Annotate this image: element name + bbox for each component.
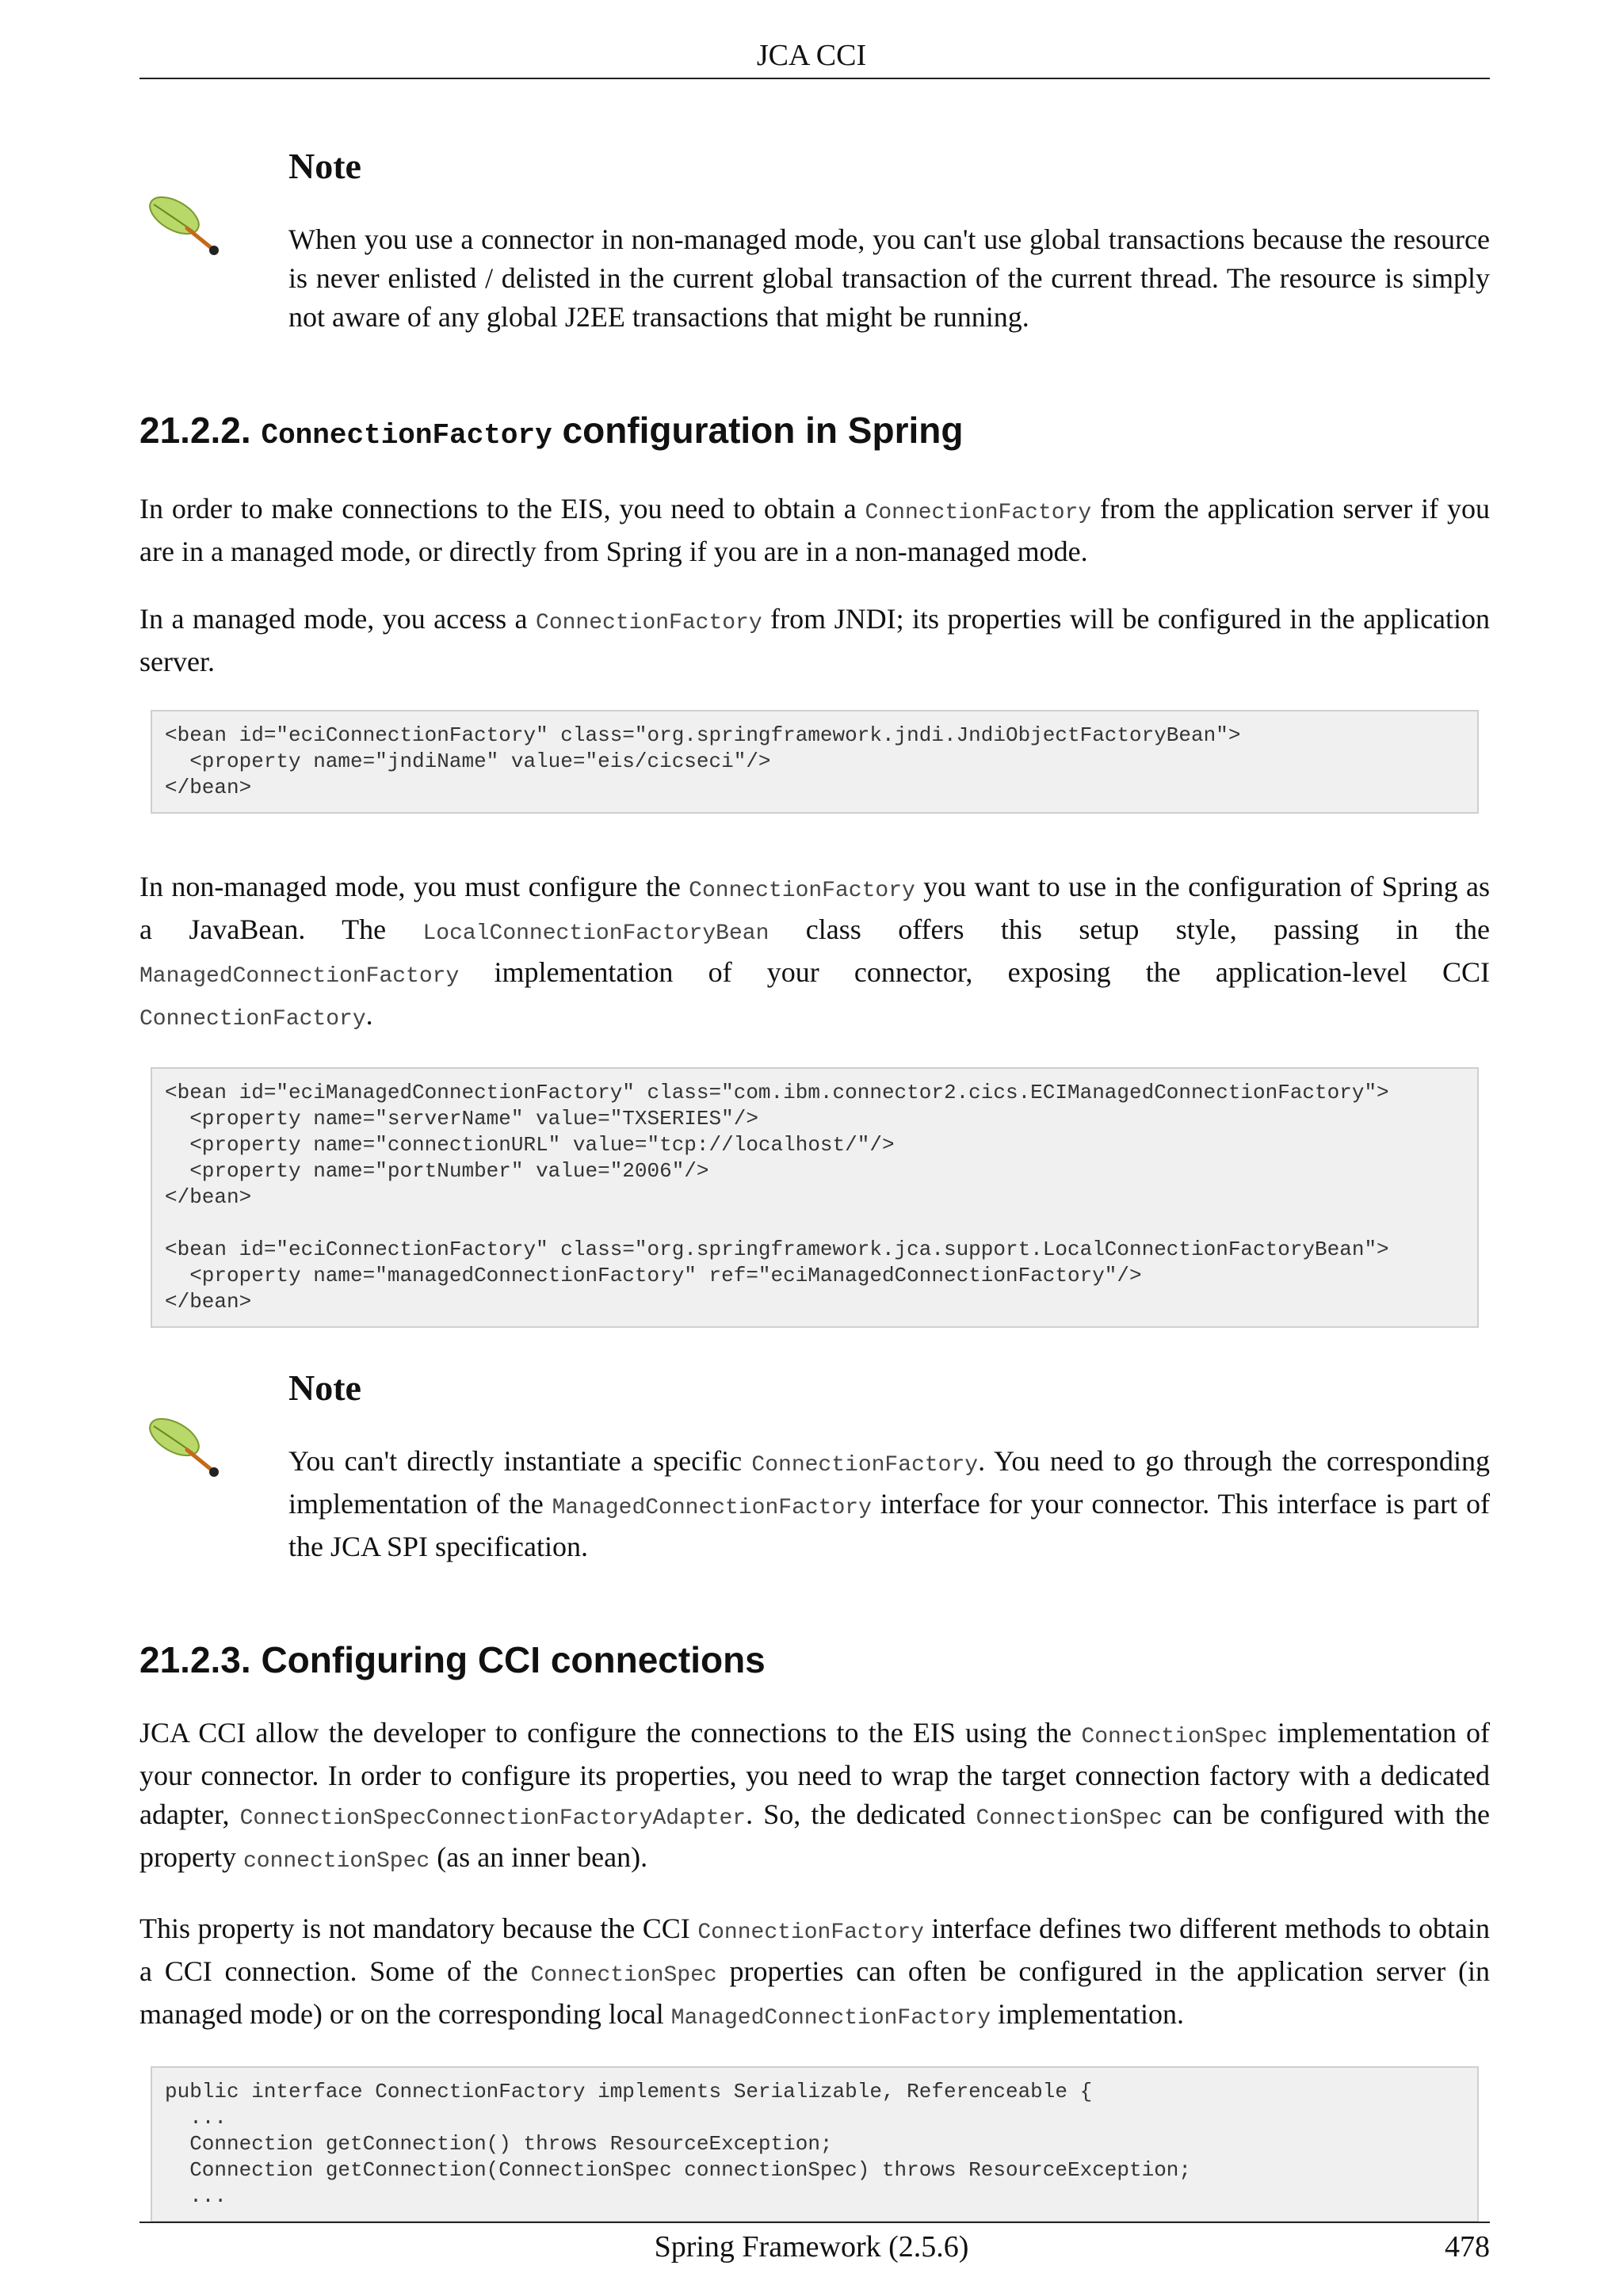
footer-title: Spring Framework (2.5.6) bbox=[654, 2230, 969, 2264]
text-run: . You need to go through the corresponding implementation of the bbox=[288, 1445, 1491, 1520]
leaf-note-icon bbox=[143, 193, 230, 265]
inline-code: ManagedConnectionFactory bbox=[139, 964, 460, 989]
text-run: interface for your connector. This interface is part of the JCA SPI specification. bbox=[288, 1488, 1491, 1562]
note-title: Note bbox=[288, 1367, 361, 1408]
inline-code: ConnectionFactory bbox=[697, 1920, 924, 1945]
code-block-local-factory: <bean id="eciManagedConnectionFactory" class="com.ibm.connector2.cics.ECIManagedConnectionFactory"> <property name="serverName" value="TXSERIES"/> <property name="connectionURL" value="tcp://localhost/"/> <property name="portNumber" value="2006"/> </bean> <bean id="eciConnectionFactory" class="org.springframework.jca.support.LocalConnectionFactoryBean"> <property name="managedConnectionFactory" ref="eciManagedConnectionFactory"/> </bean> bbox=[151, 1067, 1479, 1328]
text-run: properties can often be configured in the application server (in managed mode) or on the corresponding local bbox=[139, 1955, 1491, 2030]
note-admonition bbox=[139, 144, 1490, 337]
inline-code: connectionSpec bbox=[242, 1849, 430, 1874]
text-run: You can't directly instantiate a specific bbox=[288, 1445, 743, 1477]
inline-code: ConnectionFactory bbox=[751, 1453, 979, 1478]
paragraph bbox=[139, 490, 1490, 571]
inline-code: ManagedConnectionFactory bbox=[670, 2006, 991, 2031]
text-run: In order to make connections to the EIS, you need to obtain a bbox=[139, 493, 857, 524]
page-content bbox=[139, 111, 1490, 2276]
text-run: . bbox=[365, 999, 373, 1031]
inline-code: ConnectionSpec bbox=[976, 1806, 1163, 1831]
text-run: This property is not mandatory because the CCI bbox=[139, 1913, 690, 1944]
note-admonition bbox=[139, 1366, 1490, 1566]
text-run: can be configured with the property bbox=[139, 1798, 1491, 1873]
running-header: JCA CCI bbox=[756, 39, 867, 72]
section-heading bbox=[139, 408, 1490, 458]
inline-code: LocalConnectionFactoryBean bbox=[422, 921, 769, 946]
inline-code: ConnectionFactory bbox=[865, 501, 1092, 525]
note-title: Note bbox=[288, 146, 361, 186]
text-run: . So, the dedicated bbox=[746, 1798, 966, 1830]
inline-code: ConnectionFactory bbox=[536, 611, 762, 635]
page-number: 478 bbox=[1445, 2230, 1490, 2264]
text-run: In a managed mode, you access a bbox=[139, 603, 528, 635]
inline-code: ConnectionFactory bbox=[689, 879, 915, 903]
section-heading: 21.2.3. Configuring CCI connections bbox=[139, 1639, 766, 1680]
code-block-interface: public interface ConnectionFactory implements Serializable, Referenceable { ... Connection getConnection() throws ResourceException; Connection getConnection(ConnectionSpec connectionSpec) throws ResourceException; ... bbox=[151, 2066, 1479, 2222]
text-run: (as an inner bean). bbox=[437, 1841, 648, 1873]
header-rule bbox=[139, 78, 1490, 79]
section-heading-text: configuration in Spring bbox=[562, 410, 964, 451]
text-run: class offers this setup style, passing in the bbox=[805, 913, 1490, 945]
code-block-jndi: <bean id="eciConnectionFactory" class="org.springframework.jndi.JndiObjectFactoryBean"> <property name="jndiName" value="eis/cicseci"/> </bean> bbox=[151, 710, 1479, 814]
section-number: 21.2.2. bbox=[139, 410, 251, 451]
section-heading-code: ConnectionFactory bbox=[261, 419, 552, 452]
inline-code: ConnectionSpec bbox=[530, 1963, 717, 1988]
text-run: from JNDI; its properties will be configured in the application server. bbox=[139, 603, 1491, 677]
inline-code: ManagedConnectionFactory bbox=[552, 1496, 872, 1520]
text-run: implementation. bbox=[998, 1998, 1184, 2030]
paragraph bbox=[139, 868, 1490, 1039]
paragraph bbox=[139, 1909, 1490, 2038]
note-text: When you use a connector in non-managed mode, you can't use global transactions because the resource is never enlisted / delisted in the current global transaction of the current thread. The resource is simply not aware of any global J2EE transactions that might be running. bbox=[288, 223, 1490, 333]
text-run: implementation of your connector. In order to configure its properties, you need to wrap the target connection factory with a dedicated adapter, bbox=[139, 1717, 1491, 1830]
footer-rule bbox=[139, 2222, 1490, 2223]
inline-code: ConnectionFactory bbox=[139, 1007, 366, 1032]
text-run: JCA CCI allow the developer to configure the connections to the EIS using the bbox=[139, 1717, 1072, 1749]
text-run: interface defines two different methods to obtain a CCI connection. Some of the bbox=[139, 1913, 1491, 1987]
paragraph bbox=[139, 600, 1490, 681]
text-run: from the application server if you are in a managed mode, or directly from Spring if you are in a non-managed mode. bbox=[139, 493, 1490, 567]
inline-code: ConnectionSpec bbox=[1081, 1725, 1268, 1749]
text-run: you want to use in the configuration of Spring as a JavaBean. The bbox=[139, 871, 1491, 945]
inline-code: ConnectionSpecConnectionFactoryAdapter bbox=[239, 1806, 747, 1831]
paragraph bbox=[139, 1714, 1490, 1881]
text-run: implementation of your connector, exposing the application-level CCI bbox=[494, 956, 1490, 988]
leaf-note-icon bbox=[143, 1415, 230, 1486]
note-text bbox=[288, 1442, 1490, 1566]
text-run: In non-managed mode, you must configure the bbox=[139, 871, 681, 902]
